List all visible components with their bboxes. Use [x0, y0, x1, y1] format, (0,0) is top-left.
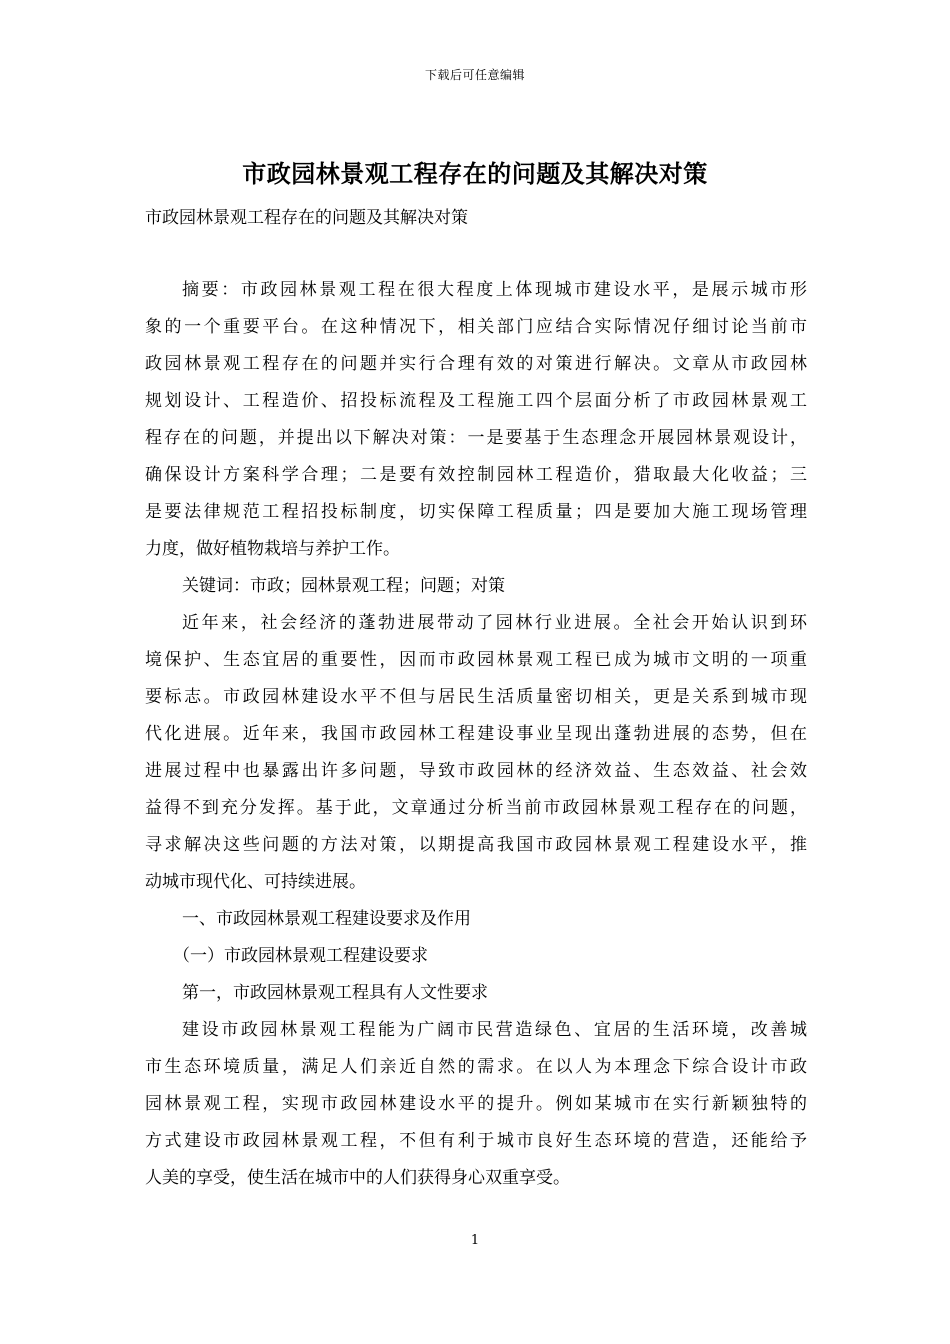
- page-number: 1: [470, 1233, 480, 1248]
- point-heading: 第一，市政园林景观工程具有人文性要求: [182, 983, 488, 1003]
- abstract-line: 是要法律规范工程招投标制度，切实保障工程质量；四是要加大施工现场管理: [145, 502, 807, 522]
- abstract-line: 象的一个重要平台。在这种情况下，相关部门应结合实际情况仔细讨论当前市: [145, 317, 807, 337]
- paragraph-line: 建设市政园林景观工程能为广阔市民营造绿色、宜居的生活环境，改善城: [182, 1020, 807, 1040]
- section-heading: 一、市政园林景观工程建设要求及作用: [182, 909, 471, 929]
- header-note: 下载后可任意编辑: [424, 68, 525, 82]
- abstract-line: 摘要：市政园林景观工程在很大程度上体现城市建设水平，是展示城市形: [182, 280, 807, 300]
- keywords-line: 关键词：市政；园林景观工程；问题；对策: [182, 576, 505, 596]
- intro-line: 代化进展。近年来，我国市政园林工程建设事业呈现出蓬勃进展的态势，但在: [145, 724, 807, 744]
- paragraph-line: 人美的享受，使生活在城市中的人们获得身心双重享受。: [145, 1168, 570, 1188]
- intro-line: 寻求解决这些问题的方法对策，以期提高我国市政园林景观工程建设水平，推: [145, 835, 807, 855]
- intro-line: 益得不到充分发挥。基于此，文章通过分析当前市政园林景观工程存在的问题，: [145, 798, 807, 818]
- paragraph-line: 方式建设市政园林景观工程，不但有利于城市良好生态环境的营造，还能给予: [145, 1131, 807, 1151]
- intro-line: 近年来，社会经济的蓬勃进展带动了园林行业进展。全社会开始认识到环: [182, 613, 807, 633]
- intro-line: 要标志。市政园林建设水平不但与居民生活质量密切相关，更是关系到城市现: [145, 687, 807, 707]
- abstract-line: 程存在的问题，并提出以下解决对策：一是要基于生态理念开展园林景观设计，: [145, 428, 807, 448]
- abstract-line: 力度，做好植物栽培与养护工作。: [145, 539, 400, 559]
- intro-line: 动城市现代化、可持续进展。: [145, 872, 366, 892]
- abstract-line: 规划设计、工程造价、招投标流程及工程施工四个层面分析了市政园林景观工: [145, 391, 807, 411]
- abstract-line: 确保设计方案科学合理；二是要有效控制园林工程造价，猎取最大化收益；三: [145, 465, 807, 485]
- abstract-line: 政园林景观工程存在的问题并实行合理有效的对策进行解决。文章从市政园林: [145, 354, 807, 374]
- intro-line: 进展过程中也暴露出许多问题，导致市政园林的经济效益、生态效益、社会效: [145, 761, 807, 781]
- body-text: [145, 272, 807, 1197]
- intro-line: 境保护、生态宜居的重要性，因而市政园林景观工程已成为城市文明的一项重: [145, 650, 807, 670]
- document-title: 市政园林景观工程存在的问题及其解决对策: [242, 159, 708, 188]
- paragraph-line: 市生态环境质量，满足人们亲近自然的需求。在以人为本理念下综合设计市政: [145, 1057, 807, 1077]
- document-subtitle: 市政园林景观工程存在的问题及其解决对策: [145, 208, 468, 228]
- paragraph-line: 园林景观工程，实现市政园林建设水平的提升。例如某城市在实行新颖独特的: [145, 1094, 807, 1114]
- subsection-heading: （一）市政园林景观工程建设要求: [173, 946, 428, 966]
